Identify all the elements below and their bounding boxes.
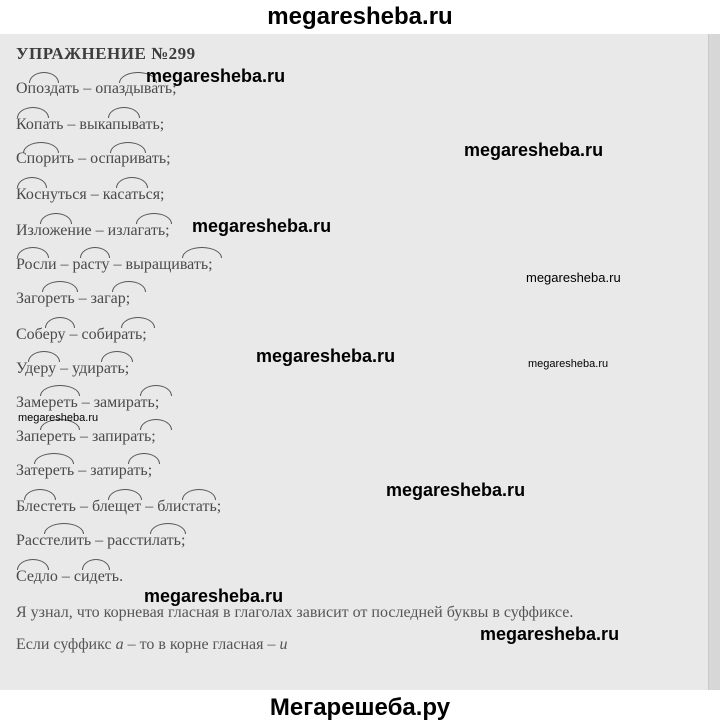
list-item: Запереть – запирать; — [16, 428, 156, 445]
watermark: megaresheba.ru — [464, 140, 604, 160]
list-item: Расстелить – расстилать; — [16, 532, 186, 549]
watermark: megaresheba.ru — [256, 346, 396, 366]
page-edge — [708, 34, 709, 690]
list-item: Блестеть – блещет – блистать; — [16, 498, 222, 515]
conclusion-rule: Если суффикс а – то в корне гласная – и — [16, 636, 288, 653]
conclusion-text: Я узнал, что корневая гласная в глаголах зависит от последней буквы в суффиксе. — [16, 604, 574, 621]
list-item: Соберу – собирать; — [16, 326, 147, 343]
watermark: megaresheba.ru — [480, 624, 620, 644]
bottom-banner — [0, 690, 720, 725]
watermark: megaresheba.ru — [526, 270, 621, 285]
list-item: Опоздать – опаздывать; — [16, 80, 177, 97]
list-item: Замереть – замирать; — [16, 394, 160, 411]
list-item: Коснуться – касаться; — [16, 186, 165, 203]
list-item: Копать – выкапывать; — [16, 116, 165, 133]
list-item: Загореть – загар; — [16, 290, 131, 307]
watermark: megaresheba.ru — [386, 480, 526, 500]
exercise-title: УПРАЖНЕНИЕ №299 — [16, 44, 196, 63]
watermark: megaresheba.ru — [18, 412, 99, 424]
list-item: Росли – расту – выращивать; — [16, 256, 213, 273]
site-name[interactable]: megaresheba.ru — [267, 3, 453, 30]
list-item: Седло – сидеть. — [16, 568, 124, 585]
watermark: megaresheba.ru — [144, 586, 284, 606]
watermark: megaresheba.ru — [528, 358, 609, 370]
list-item: Спорить – оспаривать; — [16, 150, 171, 167]
footer-site-name[interactable]: Мегарешеба.ру — [269, 693, 451, 721]
watermark: megaresheba.ru — [192, 216, 332, 236]
list-item: Изложение – излагать; — [16, 222, 170, 239]
watermark: megaresheba.ru — [146, 66, 286, 86]
list-item: Удеру – удирать; — [16, 360, 130, 377]
list-item: Затереть – затирать; — [16, 462, 153, 479]
top-banner — [0, 0, 720, 34]
